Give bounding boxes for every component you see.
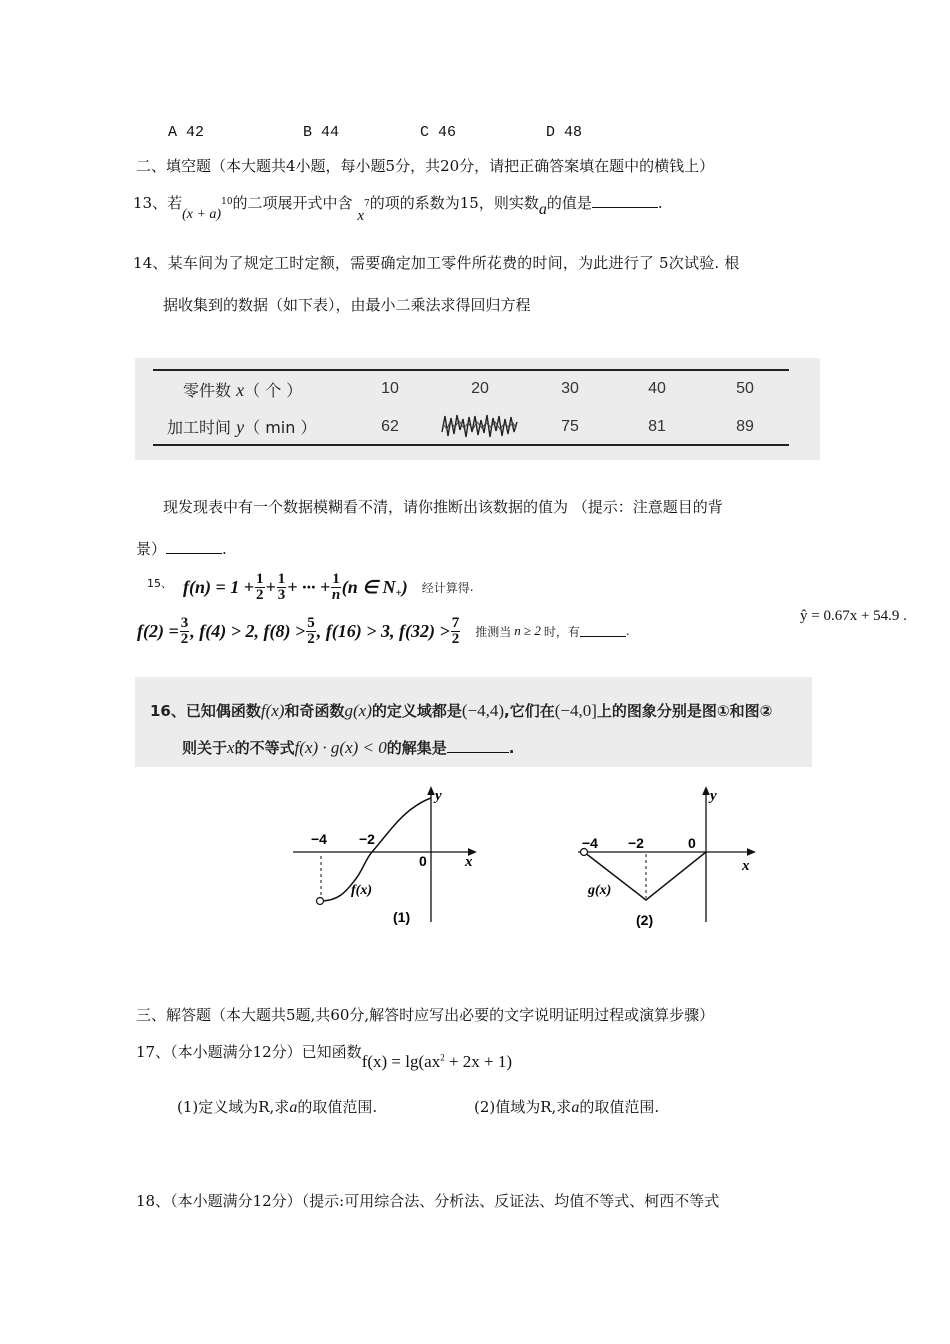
- q17-a: a: [289, 1099, 298, 1116]
- q13-var-exp: 7: [364, 199, 370, 209]
- y-label: y: [435, 788, 442, 804]
- tick-minus-2: −2: [628, 835, 644, 851]
- table-y-value: 62: [381, 418, 399, 435]
- q17-head: 17、（本小题满分12分）已知函数: [136, 1043, 362, 1061]
- row-2-label: 加工时间: [167, 418, 232, 437]
- q13-number: 13、若: [133, 194, 183, 212]
- q15-time: 时，有: [543, 624, 580, 639]
- q17-func-end: + 2x + 1): [444, 1052, 513, 1071]
- q15-number: 15、: [147, 577, 172, 590]
- frac-den: 3: [277, 586, 286, 603]
- q15-f4-f8: , f(4) > 2, f(8) >: [190, 620, 306, 641]
- q15-n-cond: n ≥ 2: [514, 623, 541, 638]
- question-13: [133, 192, 663, 224]
- tick-minus-4: −4: [311, 831, 327, 847]
- section-3-heading: 三、解答题（本大题共5题,共60分,解答时应写出必要的文字说明证明过程或演算步骤）: [136, 1006, 715, 1024]
- q16-period: .: [508, 739, 515, 757]
- graph-g: [570, 782, 775, 937]
- q13-text-3: 的值是: [546, 194, 592, 212]
- q16-text-5: 上的图象分别是图①和图②: [596, 702, 773, 720]
- frac-den: n: [331, 586, 341, 603]
- row-1-var: x: [236, 380, 245, 400]
- q17-part-1-end: 的取值范围.: [297, 1098, 378, 1116]
- frac-num: 7: [451, 614, 460, 631]
- q15-period: .: [625, 624, 630, 638]
- frac-1-3: [277, 572, 287, 603]
- curve-label: f(x): [351, 883, 372, 898]
- q17-func: f(x) = lg(ax: [361, 1052, 441, 1071]
- q16-text-1: 16、已知偶函数: [150, 702, 261, 720]
- option-c: C 46: [420, 124, 457, 141]
- q14-line-3: 现发现表中有一个数据模糊看不清，请你推断出该数据的值为 （提示：注意题目的背: [163, 498, 723, 516]
- row-2-var: y: [236, 417, 245, 437]
- q17-part-2-text: (2)值域为R,求: [474, 1098, 572, 1116]
- q17-part-2-end: 的取值范围.: [579, 1098, 660, 1116]
- row-2-unit: （ min ）: [244, 418, 317, 437]
- frac-num: 3: [180, 614, 189, 631]
- q14-line-4: [136, 538, 227, 559]
- table-y-value: 89: [736, 418, 754, 435]
- q13-text-1: 的二项展开式中含: [232, 194, 353, 212]
- frac-num: 5: [307, 614, 315, 631]
- q16-line-1: [150, 700, 772, 721]
- q16-text-3: 的定义域都是: [371, 702, 462, 720]
- x-label: x: [465, 854, 473, 870]
- q15-lhs: f(n) = 1 +: [183, 576, 255, 597]
- f-curve: [320, 798, 431, 901]
- q16-text-2: 和奇函数: [284, 702, 345, 720]
- q15-note-end: .: [469, 580, 474, 594]
- frac-7-2: [451, 616, 461, 647]
- q17-func-exp: 2: [440, 1052, 445, 1063]
- frac-num: 1: [277, 570, 286, 587]
- q15-condition-sub: +: [395, 587, 402, 599]
- q16-text-8: 的解集是: [386, 739, 447, 757]
- q18-heading: 18、（本小题满分12分）（提示:可用综合法、分析法、反证法、均值不等式、柯西不等式: [136, 1192, 720, 1210]
- graph-f: [285, 782, 500, 937]
- q14-line-2: 据收集到的数据（如下表），由最小二乘法求得回归方程: [163, 296, 531, 314]
- table-top-rule: [153, 369, 789, 371]
- plus-sign: +: [265, 576, 276, 597]
- q15-formula-2: [137, 611, 630, 651]
- graph-caption: (2): [636, 912, 654, 928]
- q16-gx: g(x): [344, 701, 372, 720]
- row-1-label: 零件数: [183, 381, 232, 400]
- q14-line-1: 14、某车间为了规定工时定额，需要确定加工零件所花费的时间，为此进行了 5次试验. 根: [133, 254, 740, 272]
- origin-label: 0: [688, 835, 696, 851]
- q14-period: .: [222, 540, 227, 558]
- q13-exponent: 10: [221, 197, 233, 207]
- q17-function: [362, 1052, 512, 1071]
- table-x-value: 40: [648, 380, 666, 397]
- q16-fx: f(x): [260, 701, 285, 720]
- frac-num: 1: [256, 570, 264, 587]
- table-row-1-header: [183, 378, 302, 401]
- curve-label: g(x): [588, 883, 612, 898]
- frac-num: 1: [332, 570, 340, 587]
- table-y-value: 81: [648, 418, 666, 435]
- regression-equation: ŷ = 0.67x + 54.9 .: [800, 608, 907, 624]
- frac-den: 2: [451, 630, 460, 647]
- q15-f2: f(2) =: [137, 620, 179, 641]
- frac-1-2: [255, 572, 265, 603]
- q16-text-7: 的不等式: [234, 739, 295, 757]
- open-endpoint: [317, 898, 324, 905]
- table-x-value: 20: [471, 380, 489, 397]
- q16-inequality: f(x) · g(x) < 0: [294, 738, 387, 757]
- y-label: y: [710, 788, 717, 804]
- q17-heading: [136, 1041, 513, 1071]
- q13-text-2: 的项的系数为15，则实数: [369, 194, 539, 212]
- q14-line-4-text: 景）: [136, 540, 167, 558]
- x-label: x: [742, 858, 750, 874]
- q16-line-2: [182, 737, 514, 758]
- origin-label: 0: [419, 853, 427, 869]
- q13-expr: (x + a): [182, 207, 222, 222]
- q16-interval: (−4,0]: [554, 701, 597, 720]
- q17-part-1-text: (1)定义域为R,求: [177, 1098, 290, 1116]
- q15-answer-blank: [580, 626, 626, 637]
- section-2-heading: 二、填空题（本大题共4小题，每小题5分，共20分，请把正确答案填在题中的横钱上）: [136, 157, 715, 175]
- q13-answer-blank: [592, 195, 658, 208]
- table-row-2-header: [167, 415, 316, 438]
- q13-a: a: [538, 201, 547, 218]
- frac-den: 2: [180, 630, 189, 647]
- q15-f16-f32: , f(16) > 3, f(32) >: [316, 620, 450, 641]
- table-x-value: 10: [381, 380, 399, 397]
- frac-den: 2: [256, 586, 264, 603]
- tick-minus-4: −4: [582, 835, 598, 851]
- q16-domain: (−4,4): [461, 701, 505, 720]
- q17-part-2: [474, 1096, 659, 1117]
- q15-ellipsis: + ··· +: [287, 576, 331, 597]
- frac-1-n: [331, 572, 341, 603]
- q13-var: x: [357, 208, 365, 224]
- table-x-value: 50: [736, 380, 754, 397]
- option-b: B 44: [303, 124, 340, 141]
- row-1-unit: （ 个 ）: [244, 381, 303, 400]
- table-y-value: 75: [561, 418, 579, 435]
- table-x-value: 30: [561, 380, 579, 397]
- q17-part-1: [177, 1096, 377, 1117]
- q15-condition: (n ∈ N: [341, 576, 396, 597]
- q15-formula-1: [183, 567, 474, 607]
- q16-x: x: [227, 738, 235, 757]
- frac-5-2: [306, 616, 316, 647]
- option-a: A 42: [168, 124, 205, 141]
- graph-caption: (1): [393, 909, 411, 925]
- option-d: D 48: [546, 124, 583, 141]
- table-bottom-rule: [153, 444, 789, 446]
- q16-answer-blank: [447, 740, 509, 753]
- q16-text-4: ,它们在: [504, 702, 555, 720]
- frac-3-2: [180, 616, 190, 647]
- q13-period: .: [657, 194, 663, 212]
- q15-condition-end: ): [401, 576, 408, 597]
- q15-note: 经计算得: [421, 580, 470, 595]
- blurred-value: [440, 410, 520, 440]
- q15-guess: 推测当: [475, 624, 512, 639]
- q17-a: a: [571, 1099, 580, 1116]
- frac-den: 2: [307, 630, 315, 647]
- tick-minus-2: −2: [359, 831, 375, 847]
- q14-answer-blank: [166, 541, 222, 554]
- q16-text-6: 则关于: [182, 739, 228, 757]
